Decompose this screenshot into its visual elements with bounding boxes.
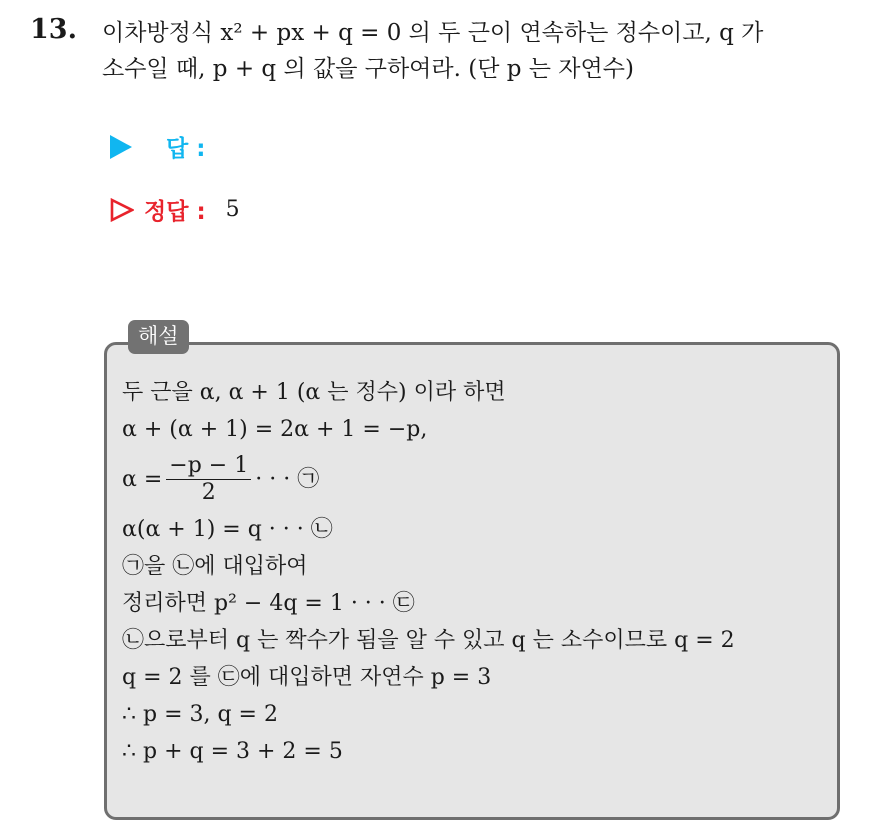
fraction bbox=[166, 453, 251, 506]
solution-tag: 해설 bbox=[128, 320, 189, 354]
solution-line: 정리하면 p² − 4q = 1 · · · ㉢ bbox=[122, 591, 415, 616]
outline-arrow-icon bbox=[110, 198, 134, 222]
question-text bbox=[102, 15, 872, 87]
play-arrow-icon bbox=[110, 135, 132, 159]
correct-answer-label: 정답 : bbox=[144, 199, 206, 225]
solution-line: ∴ p + q = 3 + 2 = 5 bbox=[122, 739, 343, 764]
solution-content bbox=[122, 374, 834, 770]
solution-line: α(α + 1) = q · · · ㉡ bbox=[122, 517, 333, 542]
solution-line: ∴ p = 3, q = 2 bbox=[122, 702, 278, 727]
correct-answer-row bbox=[110, 193, 240, 226]
fraction-lhs: α = bbox=[122, 467, 163, 492]
solution-line: α + (α + 1) = 2α + 1 = −p, bbox=[122, 417, 428, 442]
question-line-2: 소수일 때, p + q 의 값을 구하여라. (단 p 는 자연수) bbox=[102, 56, 634, 82]
question-number: 13. bbox=[30, 14, 77, 45]
solution-line: ㉡으로부터 q 는 짝수가 됨을 알 수 있고 q 는 소수이므로 q = 2 bbox=[122, 628, 735, 653]
question-line-1: 이차방정식 x² + px + q = 0 의 두 근이 연속하는 정수이고, q 가 bbox=[102, 20, 764, 46]
solution-line: q = 2 를 ㉢에 대입하면 자연수 p = 3 bbox=[122, 665, 492, 690]
correct-answer-value: 5 bbox=[225, 197, 240, 222]
solution-line: 두 근을 α, α + 1 (α 는 정수) 이라 하면 bbox=[122, 380, 506, 405]
fraction-numerator: −p − 1 bbox=[166, 453, 251, 480]
solution-fraction-line bbox=[122, 448, 834, 511]
equation-mark: · · · ㉠ bbox=[255, 467, 320, 492]
solution-line: ㉠을 ㉡에 대입하여 bbox=[122, 554, 308, 579]
fraction-denominator: 2 bbox=[201, 480, 216, 505]
answer-row bbox=[110, 130, 225, 163]
answer-label: 답 : bbox=[166, 136, 206, 162]
